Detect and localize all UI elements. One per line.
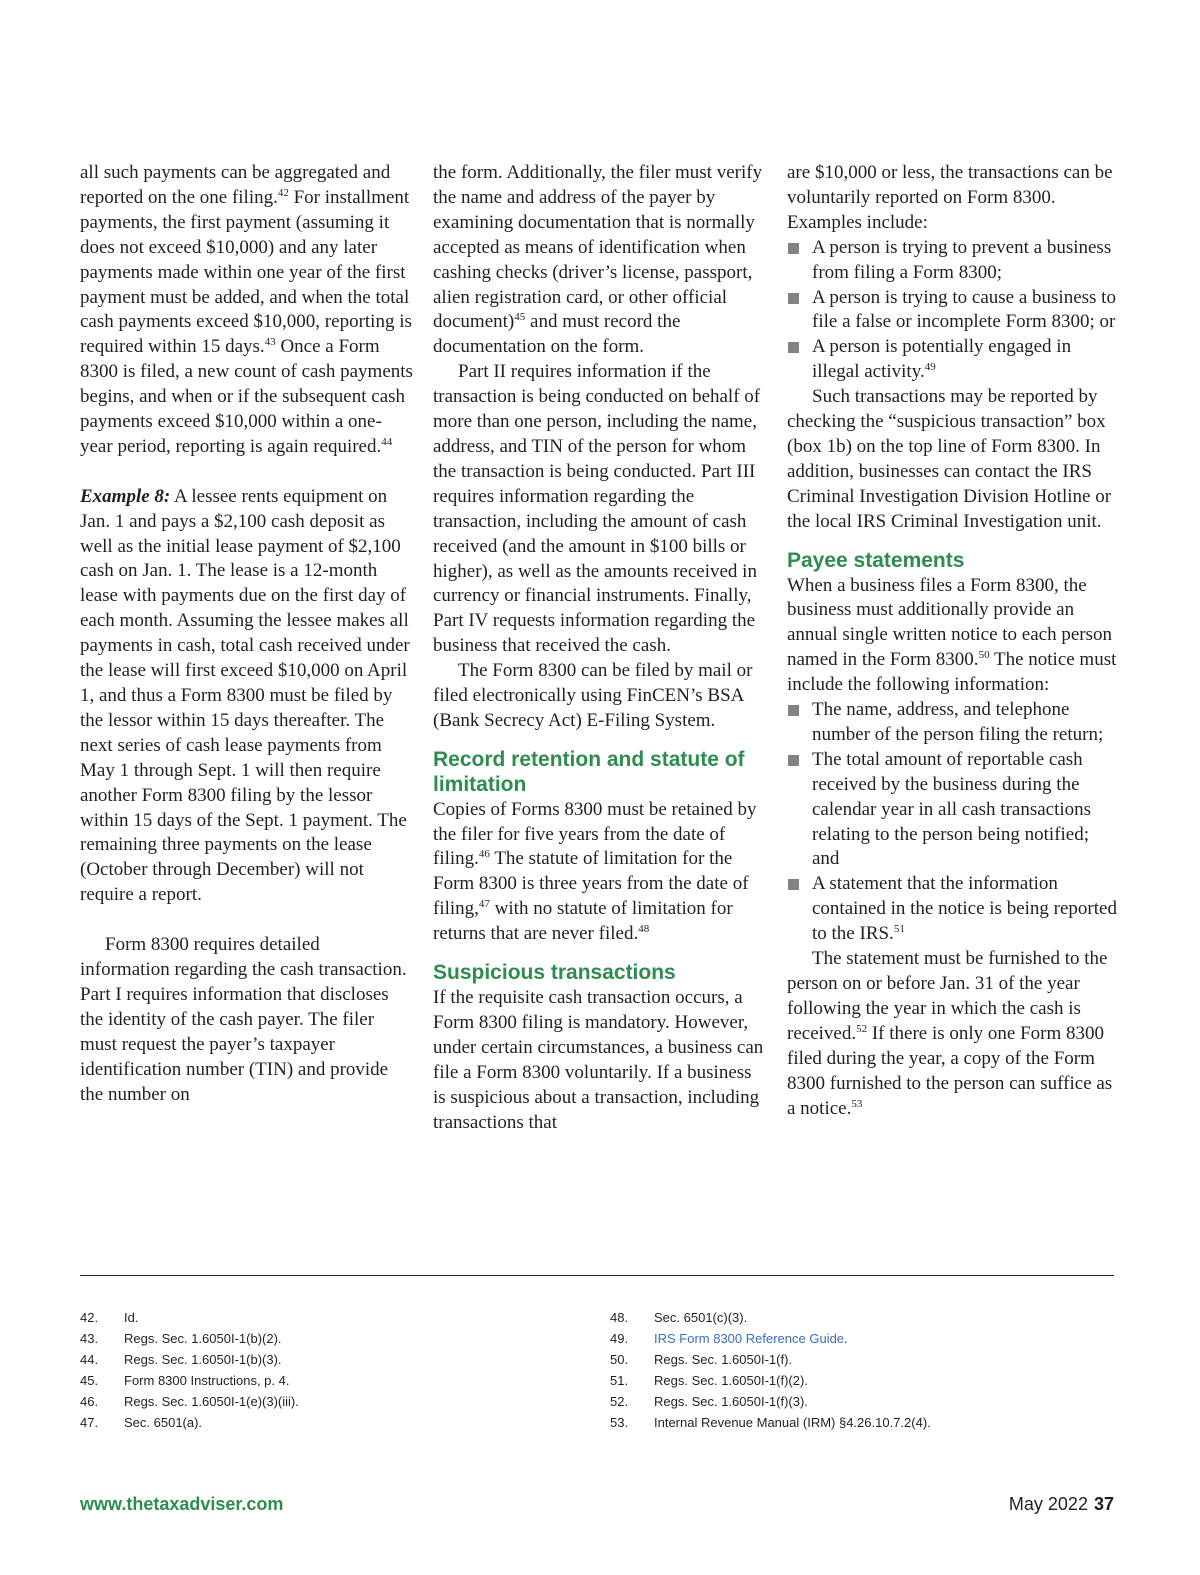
paragraph: Form 8300 requires detailed information regarding the cash transaction. Part I requires information that discloses the identity of the cash payer. The filer must request the payer’s taxpayer identification number (TIN) and provide the number on [80,934,407,1105]
square-bullet-icon [788,879,799,890]
paragraph: Part II requires information if the transaction is being conducted on behalf of more than one person, including the name, address, and TIN of the person for whom the transaction is being conducted. Part III requires information regarding the transaction, including the amount of cash received (and the amount in $100 bills or higher), as well as the amounts received in currency or financial instruments. Finally, Part IV requests information regarding the business that received the cash. [433,361,761,657]
footnote-item: 52. Regs. Sec. 1.6050I-1(f)(3). [610,1394,808,1409]
footnote-ref[interactable]: 48 [638,923,650,936]
footnote-ref[interactable]: 52 [856,1022,868,1035]
footnote-ref[interactable]: 53 [851,1097,863,1110]
footnotes-left [80,1307,560,1433]
square-bullet-icon [788,293,799,304]
footnotes-right [610,1307,1090,1433]
footnote-ref[interactable]: 47 [478,898,490,911]
list-item: The name, address, and telephone number of the person filing the return; [787,698,1121,748]
footnote-item: 48. Sec. 6501(c)(3). [610,1310,748,1325]
footnote-item: 44. Regs. Sec. 1.6050I-1(b)(3). [80,1352,282,1367]
footnote-item: 53. Internal Revenue Manual (IRM) §4.26.10.7.2(4). [610,1415,931,1430]
paragraph: The statement must be furnished to the person on or before Jan. 31 of the year following the year in which the cash is received.$^{52}$ If there is only one Form 8300 filed during the year, a copy of the Form 8300 furnished to the person can suffice as a notice.$^{53}$ [787,948,1113,1119]
bullet-list [787,236,1121,385]
list-item: A statement that the information contained in the notice is being reported to the IRS.$^{51}$ [787,872,1121,947]
heading-record-retention: Record retention and statute of limitation [433,747,745,796]
footnote-ref[interactable]: 51 [893,923,905,936]
list-item: The total amount of reportable cash received by the business during the calendar year in all cash transactions relating to the person being notified; and [787,748,1121,873]
paragraph: When a business files a Form 8300, the business must additionally provide an annual single written notice to each person named in the Form 8300.50 The notice must include the following information: [787,574,1117,696]
paragraph: The Form 8300 can be filed by mail or filed electronically using FinCEN’s BSA (Bank Secrecy Act) E-Filing System. [433,660,753,731]
square-bullet-icon [788,705,799,716]
footnote-item: 51. Regs. Sec. 1.6050I-1(f)(2). [610,1373,808,1388]
footnote-ref[interactable]: 43 [264,336,276,349]
footnote-item: 43. Regs. Sec. 1.6050I-1(b)(2). [80,1331,282,1346]
column-2 [433,161,767,1135]
paragraph: all such payments can be aggregated and reported on the one filing.$^{42}$ For installment payments, the first payment (assuming it does not exceed $10,000) and any later payments made within one year of the first payment must be added, and when the total cash payments exceed $10,000, reporting is required within 15 days.$^{43}$ Once a Form 8300 is filed, a new count of cash payments begins, and when or if the subsequent cash payments exceed $10,000 within a one-year period, reporting is again required.$^{44}$ [80,162,413,457]
column-1 [80,161,414,1107]
heading-payee-statements: Payee statements [787,548,965,572]
footnote-item: 50. Regs. Sec. 1.6050I-1(f). [610,1352,793,1367]
column-3 [787,161,1121,1121]
issue-date: May 2022 [1008,1494,1088,1514]
footnote-item: 49. IRS Form 8300 Reference Guide. [610,1331,848,1346]
paragraph: are $10,000 or less, the transactions can be voluntarily reported on Form 8300. Examples include: [787,162,1113,233]
paragraph: the form. Additionally, the filer must verify the name and address of the payer by examining documentation that is normally accepted as means of identification when cashing checks (driver’s license, passport, alien registration card, or other official document)$^{45}$ and must record the documentation on the form. [433,162,763,358]
website-url[interactable]: www.thetaxadviser.com [80,1494,284,1514]
footnote-item: 47. Sec. 6501(a). [80,1415,203,1430]
footnote-item: 42. Id. [80,1310,139,1325]
square-bullet-icon [788,243,799,254]
page-number: 37 [1093,1494,1114,1514]
page-footer [1009,1494,1114,1515]
list-item: A person is potentially engaged in illegal activity.$^{49}$ [787,335,1121,385]
footnote-item: 46. Regs. Sec. 1.6050I-1(e)(3)(iii). [80,1394,299,1409]
square-bullet-icon [788,755,799,766]
paragraph: Such transactions may be reported by checking the “suspicious transaction” box (box 1b) on the top line of Form 8300. In addition, businesses can contact the IRS Criminal Investigation Division Hotline or the local IRS Criminal Investigation unit. [787,386,1112,532]
footnote-item: 45. Form 8300 Instructions, p. 4. [80,1373,290,1388]
footnote-ref[interactable]: 45 [514,311,526,324]
square-bullet-icon [788,342,799,353]
heading-suspicious-transactions: Suspicious transactions [433,961,676,985]
footnote-divider [80,1275,1114,1276]
list-item: A person is trying to prevent a business from filing a Form 8300; [787,236,1121,286]
reference-guide-link[interactable]: IRS Form 8300 Reference Guide [654,1331,845,1346]
example-8: Example 8: A lessee rents equipment on Jan. 1 and pays a $2,100 cash deposit as well as the initial lease payment of $2,100 cash on Jan. 1. The lease is a 12-month lease with payments due on the first day of each month. Assuming the lessee makes all payments in cash, total cash received under the lease will first exceed $10,000 on April 1, and thus a Form 8300 must be filed by the lessor within 15 days thereafter. The next series of cash lease payments from May 1 through Sept. 1 will then require another Form 8300 filing by the lessor within 15 days of the Sept. 1 payment. The remaining three payments on the lease (October through December) will not require a report. [80,485,410,906]
footnote-ref[interactable]: 44 [381,435,393,448]
footnote-ref[interactable]: 46 [478,848,490,861]
paragraph: If the requisite cash transaction occurs, a Form 8300 filing is mandatory. However, under certain circumstances, a business can file a Form 8300 voluntarily. If a business is suspicious about a transaction, including transactions that [433,987,764,1133]
list-item: A person is trying to cause a business to file a false or incomplete Form 8300; or [787,286,1121,336]
example-label: Example 8: [80,485,171,507]
footnote-ref[interactable]: 42 [277,186,289,199]
footnote-ref[interactable]: 50 [978,649,990,662]
footnote-ref[interactable]: 49 [924,361,936,374]
paragraph: Copies of Forms 8300 must be retained by the filer for five years from the date of filing.$^{46}$ The statute of limitation for the Form 8300 is three years from the date of filing,$^{47}$ with no statute of limitation for returns that are never filed.$^{48}$ [433,798,757,945]
bullet-list [787,698,1121,947]
